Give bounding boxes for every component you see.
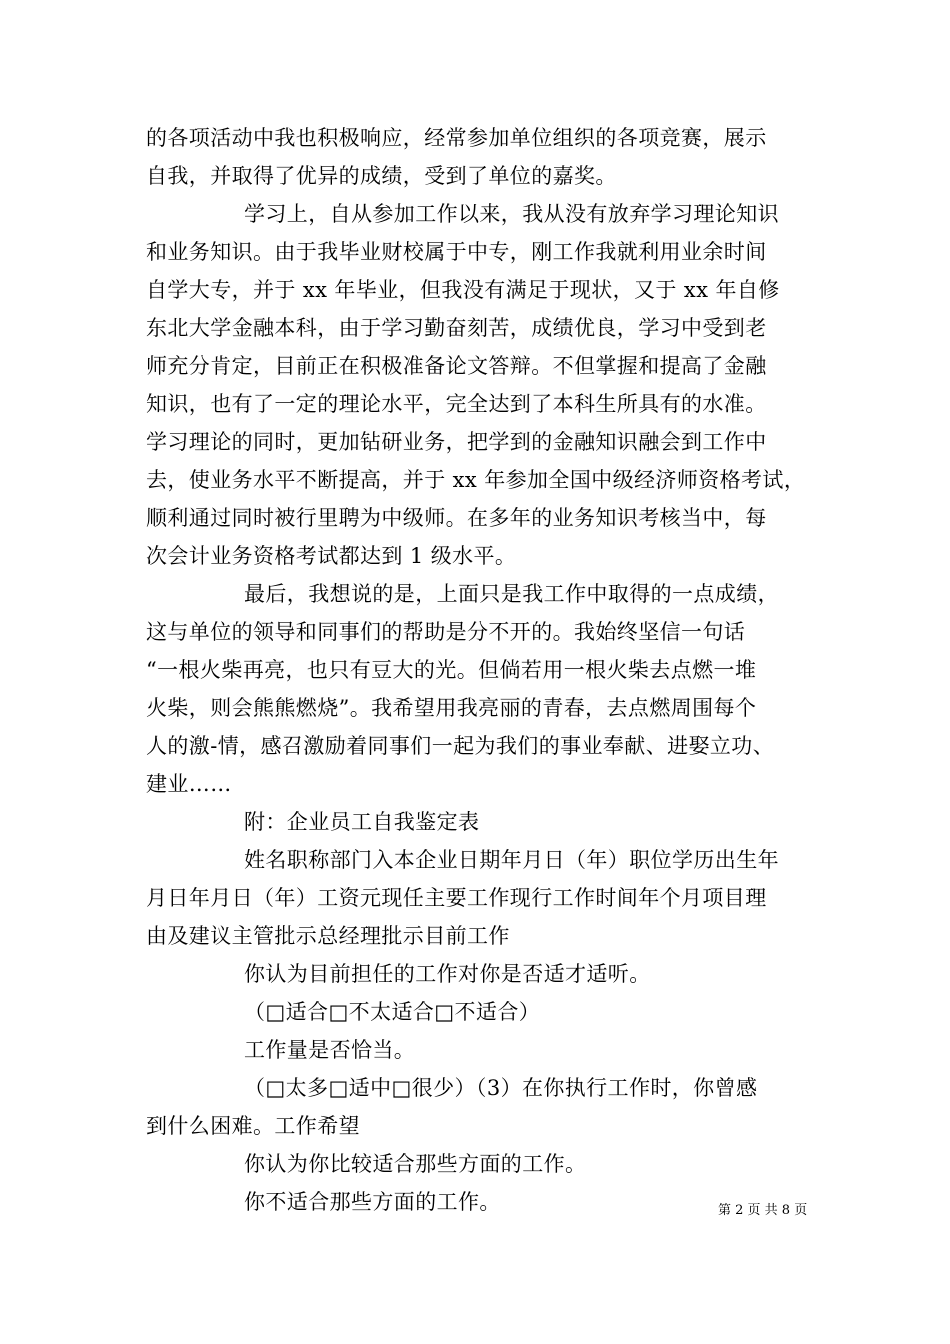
- text-line: “一根火柴再亮，也只有豆大的光。但倘若用一根火柴去点燃一堆: [146, 658, 757, 682]
- text-line: 学习理论的同时，更加钻研业务，把学到的金融知识融会到工作中: [146, 430, 767, 454]
- text-line: 和业务知识。由于我毕业财校属于中专，刚工作我就利用业余时间: [146, 240, 767, 264]
- text-line: 由及建议主管批示总经理批示目前工作: [146, 924, 510, 948]
- text-line: 到什么困难。工作希望: [146, 1114, 360, 1138]
- paragraph-start-line: 姓名职称部门入本企业日期年月日（年）职位学历出生年: [244, 848, 779, 872]
- text-line: 师充分肯定，目前正在积极准备论文答辩。不但掌握和提高了金融: [146, 354, 767, 378]
- paragraph-start-line: 最后，我想说的是，上面只是我工作中取得的一点成绩，: [244, 582, 779, 606]
- text-line: 这与单位的领导和同事们的帮助是分不开的。我始终坚信一句话: [146, 620, 746, 644]
- appendix-heading: 附：企业员工自我鉴定表: [244, 810, 480, 834]
- text-line: 月日年月日（年）工资元现任主要工作现行工作时间年个月项目理: [146, 886, 767, 910]
- text-line: 火柴，则会熊熊燃烧”。我希望用我亮丽的青春，去点燃周围每个: [146, 696, 757, 720]
- text-line: 次会计业务资格考试都达到 1 级水平。: [146, 544, 517, 568]
- question-line: 工作量是否恰当。: [244, 1038, 416, 1062]
- question-line: 你认为目前担任的工作对你是否适才适听。: [244, 962, 651, 986]
- text-line: 东北大学金融本科，由于学习勤奋刻苦，成绩优良，学习中受到老: [146, 316, 767, 340]
- question-line: 你认为你比较适合那些方面的工作。: [244, 1152, 587, 1176]
- text-line: 建业……: [146, 772, 232, 796]
- text-line: 去，使业务水平不断提高，并于 xx 年参加全国中级经济师资格考试，: [146, 468, 806, 492]
- text-line: 顺利通过同时被行里聘为中级师。在多年的业务知识考核当中，每: [146, 506, 767, 530]
- question-line: 你不适合那些方面的工作。: [244, 1190, 501, 1214]
- page-number: 第 2 页 共 8 页: [718, 1203, 808, 1218]
- text-line: 的各项活动中我也积极响应，经常参加单位组织的各项竞赛，展示: [146, 126, 767, 150]
- text-line: 自学大专，并于 xx 年毕业，但我没有满足于现状，又于 xx 年自修: [146, 278, 780, 302]
- text-line: 自我，并取得了优异的成绩，受到了单位的嘉奖。: [146, 164, 617, 188]
- paragraph-start-line: 学习上，自从参加工作以来，我从没有放弃学习理论知识: [244, 202, 779, 226]
- text-line: 知识，也有了一定的理论水平，完全达到了本科生所具有的水准。: [146, 392, 767, 416]
- options-line: （□太多□适中□很少）（3）在你执行工作时，你曾感: [244, 1076, 758, 1100]
- text-line: 人的激-情，感召激励着同事们一起为我们的事业奉献、进娶立功、: [146, 734, 775, 758]
- options-line: （□适合□不太适合□不适合）: [244, 1000, 541, 1024]
